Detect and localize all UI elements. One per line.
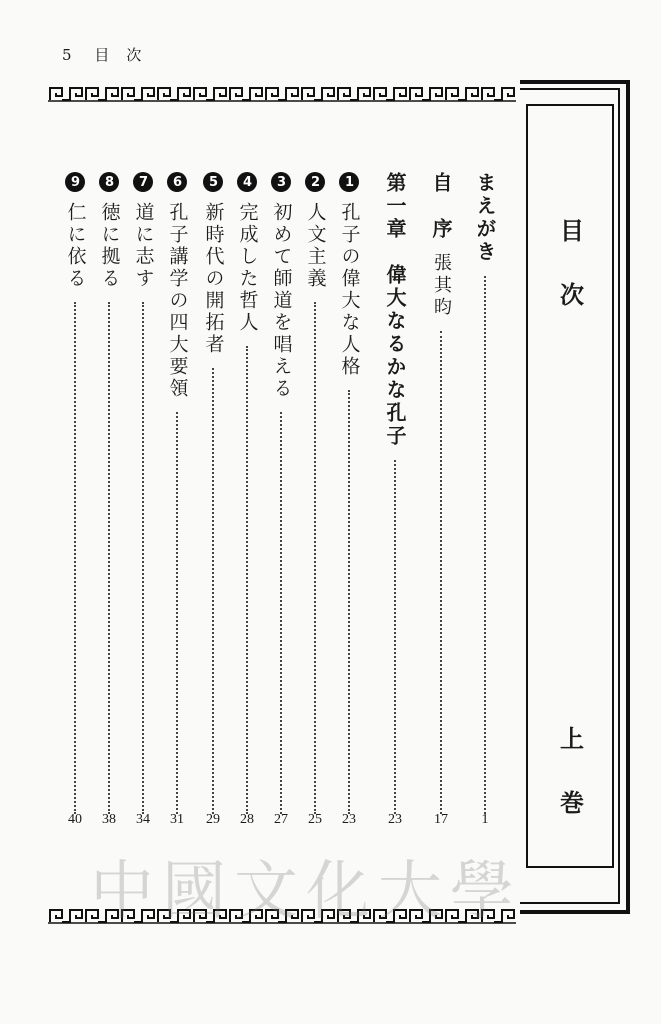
toc-entry-section-2[interactable]: [300, 172, 330, 822]
dot-leader: [246, 346, 248, 814]
toc-entry-label: 徳に拠る: [98, 202, 121, 290]
frame-right-rule-inner: [618, 88, 620, 904]
section-number-badge: 6: [167, 172, 187, 192]
toc-entry-author-preface[interactable]: [426, 172, 456, 822]
toc-entry-label: 完成した哲人: [236, 202, 259, 334]
dot-leader: [348, 390, 350, 814]
toc-page-number: 28: [240, 812, 254, 827]
toc-page-number: 31: [170, 812, 184, 827]
toc-entry-section-3[interactable]: [266, 172, 296, 822]
section-number-badge: 7: [133, 172, 153, 192]
section-number-badge: 8: [99, 172, 119, 192]
toc-entry-label: 道に志す: [132, 202, 155, 290]
toc-entry-section-4[interactable]: [232, 172, 262, 822]
dot-leader: [280, 412, 282, 814]
section-number-badge: 1: [339, 172, 359, 192]
header-page-number: 5: [62, 46, 73, 64]
toc-page-number: 38: [102, 812, 116, 827]
contents-title: 目次: [555, 218, 584, 346]
toc-page-number: 25: [308, 812, 322, 827]
section-number-badge: 9: [65, 172, 85, 192]
toc-entry-label: 初めて師道を唱える: [270, 202, 293, 400]
toc-entry-label: 自 序: [429, 172, 453, 241]
dot-leader: [108, 302, 110, 814]
dot-leader: [394, 460, 396, 814]
frame-top-rule-outer: [520, 80, 630, 84]
frame-top-rule-inner: [520, 88, 620, 90]
toc-entry-label: 新時代の開拓者: [202, 202, 225, 356]
header-title: 目 次: [94, 46, 143, 64]
toc-page-number: 23: [388, 812, 402, 827]
toc-entry-section-7[interactable]: [128, 172, 158, 822]
section-number-badge: 2: [305, 172, 325, 192]
toc-entry-label: 仁に依る: [64, 202, 87, 290]
toc-entry-section-6[interactable]: [162, 172, 192, 822]
toc-page-number: 1: [481, 812, 489, 827]
dot-leader: [212, 368, 214, 814]
section-number-badge: 4: [237, 172, 257, 192]
toc-entry-section-1[interactable]: [334, 172, 364, 822]
toc-entry-section-8[interactable]: [94, 172, 124, 822]
toc-entry-label: 人文主義: [304, 202, 327, 290]
library-watermark: 中國文化大學: [90, 855, 522, 929]
toc-page-number: 17: [434, 812, 448, 827]
toc-entry-label: 第一章 偉大なるかな孔子: [383, 172, 407, 448]
toc-entry-label: 孔子講学の四大要領: [166, 202, 189, 400]
frame-right-rule-outer: [626, 80, 630, 912]
dot-leader: [142, 302, 144, 814]
toc-page-number: 23: [342, 812, 356, 827]
toc-page-number: 34: [136, 812, 150, 827]
toc-entry-author: 張其昀: [431, 253, 452, 319]
toc-entry-preface[interactable]: [470, 172, 500, 822]
toc-page-number: 29: [206, 812, 220, 827]
toc-entry-label: まえがき: [473, 172, 497, 264]
volume-label: 上巻: [555, 726, 584, 854]
contents-title-panel: [526, 104, 614, 868]
toc-entry-label: 孔子の偉大な人格: [338, 202, 361, 378]
dot-leader: [484, 276, 486, 814]
toc-entry-section-9[interactable]: [60, 172, 90, 822]
toc-entry-chapter-1[interactable]: [380, 172, 410, 822]
top-fret-border: [48, 84, 516, 104]
toc-entry-section-5[interactable]: [198, 172, 228, 822]
section-number-badge: 5: [203, 172, 223, 192]
toc-page-number: 40: [68, 812, 82, 827]
dot-leader: [314, 302, 316, 814]
dot-leader: [74, 302, 76, 814]
dot-leader: [176, 412, 178, 814]
toc-page-number: 27: [274, 812, 288, 827]
section-number-badge: 3: [271, 172, 291, 192]
running-header: [62, 44, 142, 65]
dot-leader: [440, 331, 442, 814]
